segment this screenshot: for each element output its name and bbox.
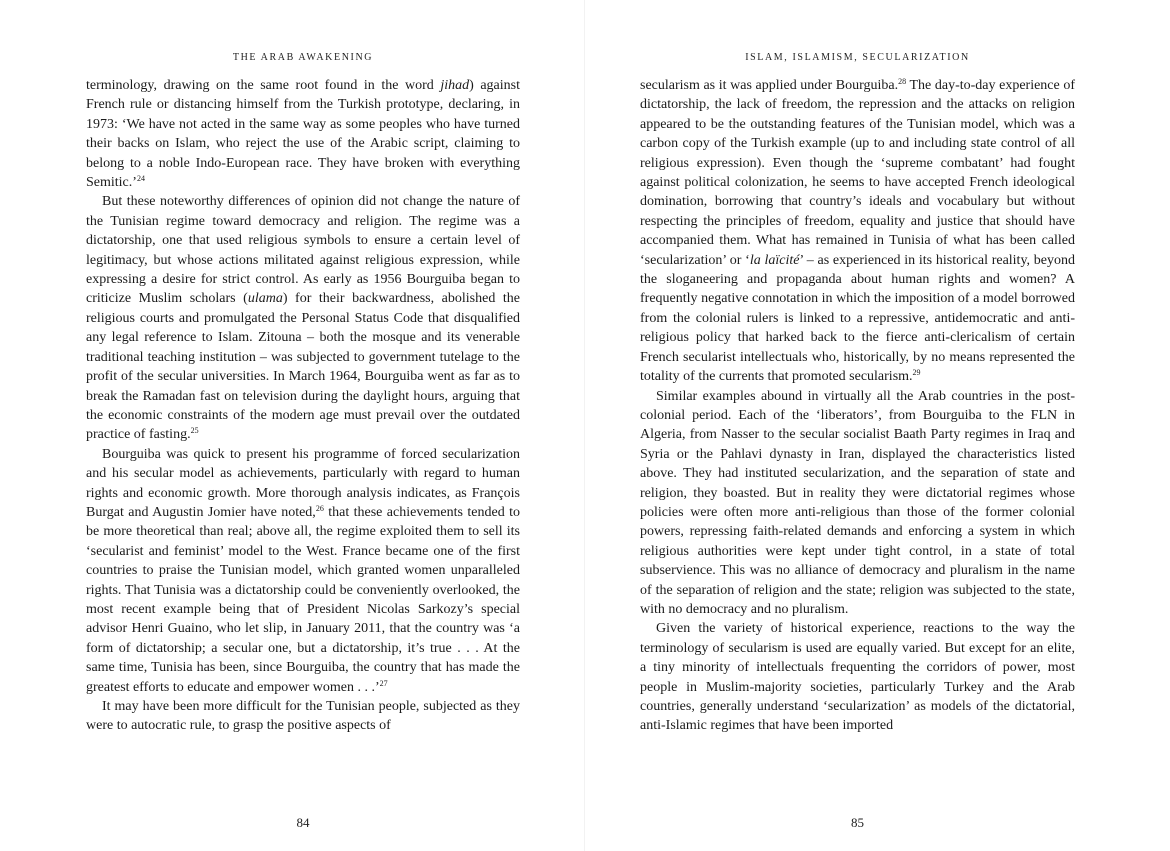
left-page-body	[86, 76, 520, 736]
paragraph	[640, 387, 1075, 620]
text-run: But these noteworthy differences of opinion did not change the nature of the Tunisian regime toward democracy and religion. The regime was a dictatorship, one that used religious symbols to ensure a certain level of legitimacy, but whose actions militated against religious expression, while expressing a desire for strict control. As early as 1956 Bourguiba began to criticize Muslim scholars (	[86, 194, 520, 307]
text-run: ’ – as experienced in its historical reality, beyond the sloganeering and propaganda about human rights and women? A frequently negative connotation in which the imposition of a model borrowed from the colonial rulers is linked to a repressive, antidemocratic and anti-religious policy that harked back to the fierce anti-clericalism of certain French secularist intellectuals who, historically, by no means represented the totality of the currents that promoted secularism.	[640, 252, 1075, 385]
italic-term: la laïcité	[749, 252, 800, 268]
paragraph	[640, 76, 1075, 387]
footnote-ref: 24	[136, 174, 145, 184]
text-run: ) against French rule or distancing himself from the Turkish prototype, declaring, in 1973: ‘We have not acted in the same way as some peoples who have turned their backs on Islam, who reject the use of the Arabic script, claiming to belong to a noble Indo-European race. They have broken with everything Semitic.’	[86, 78, 521, 191]
right-page-body	[640, 76, 1075, 736]
text-run: ) for their backwardness, abolished the religious courts and promulgated the Personal Status Code that disqualified any legal reference to Islam. Zitouna – both the mosque and its venerable traditional teaching institution – was subjected to government tutelage to the profit of the secular universities. In March 1964, Bourguiba went as far as to break the Ramadan fast on television during the daylight hours, arguing that the economic constraints of the modern age must prevail over the outdated practice of fasting.	[86, 291, 520, 443]
text-run: The day-to-day experience of dictatorship, the lack of freedom, the repression and the attacks on religion appeared to be the outstanding features of the Tunisian model, which was a carbon copy of the Turkish example (up to and including state control of all religious expression). Even though the ‘supreme combatant’ had fought against political colonization, he seems to have accepted French ideological domination, borrowing that country’s ideals and vocabulary but without respecting the principles of freedom, equality and justice that should have accompanied them. What has remained in Tunisia of what has been called ‘secularization’ or ‘	[640, 78, 1075, 268]
text-run: Given the variety of historical experience, reactions to the way the terminology of secularism is used are equally varied. But except for an elite, a tiny minority of intellectuals frequenting the corridors of power, most people in Muslim-majority societies, particularly Turkey and the Arab countries, generally understand ‘secularization’ as models of the dictatorial, anti-Islamic regimes that have been imported	[640, 621, 1075, 734]
text-run: terminology, drawing on the same root found in the word	[86, 78, 441, 93]
text-run: secularism as it was applied under Bourguiba.	[640, 78, 899, 93]
paragraph	[640, 619, 1075, 735]
running-head-left: THE ARAB AWAKENING	[232, 52, 374, 63]
paragraph	[86, 445, 520, 697]
paragraph	[86, 192, 520, 444]
paragraph	[86, 697, 520, 736]
footnote-ref: 26	[315, 503, 324, 513]
right-page	[640, 0, 1075, 851]
page-number-left: 84	[296, 815, 310, 830]
text-run: Similar examples abound in virtually all the Arab countries in the post-colonial period. Each of the ‘liberators’, from Bourguiba to the FLN in Algeria, from Nasser to the secular socialist Baath Party regimes in Iraq and Syria or the Pahlavi dynasty in Iran, displayed the characteristics listed above. They had instituted secularization, and the separation of state and religion, they boasted. But in reality they were dictatorial regimes whose policies were often more anti-religious than those of the former colonial powers, repressing faith-related demands and enforcing a system in which religious authorities were kept under tight control, in a state of total subservience. This was no alliance of democracy and pluralism in the name of the separation of religion and the state; religion was subjected to the state, with no democracy and no pluralism.	[640, 388, 1075, 617]
italic-term: ulama	[247, 291, 283, 307]
footnote-ref: 25	[190, 426, 199, 436]
gutter-divider	[584, 0, 585, 851]
text-run: that these achievements tended to be more theoretical than real; above all, the regime exploited them to sell its ‘secularist and feminist’ model to the West. France became one of the first countries to praise the Tunisian model, which granted women unparalleled rights. That Tunisia was a dictatorship could be conveniently overlooked, the most recent example being that of President Nicolas Sarkozy’s special advisor Henri Guaino, who let slip, in January 2011, that the country was ‘a form of dictatorship; a secular one, but a dictatorship, it’s true . . . At the same time, Tunisia has been, since Bourguiba, the country that has made the greatest efforts to educate and empower women . . .’	[86, 504, 521, 695]
page-number-right: 85	[851, 815, 864, 830]
footnote-ref: 28	[898, 77, 907, 86]
italic-term: jihad	[440, 78, 470, 93]
left-page	[86, 0, 520, 851]
paragraph	[86, 76, 520, 192]
text-run: Bourguiba was quick to present his programme of forced secularization and his secular model as achievements, particularly with regard to human rights and economic growth. More thorough analysis indicates, as François Burgat and Augustin Jomier have noted,	[86, 446, 520, 520]
footnote-ref: 29	[912, 368, 921, 378]
footnote-ref: 27	[379, 678, 388, 688]
text-run: It may have been more difficult for the Tunisian people, subjected as they were to autocratic rule, to grasp the positive aspects of	[86, 699, 520, 734]
running-head-right: ISLAM, ISLAMISM, SECULARIZATION	[745, 52, 970, 63]
